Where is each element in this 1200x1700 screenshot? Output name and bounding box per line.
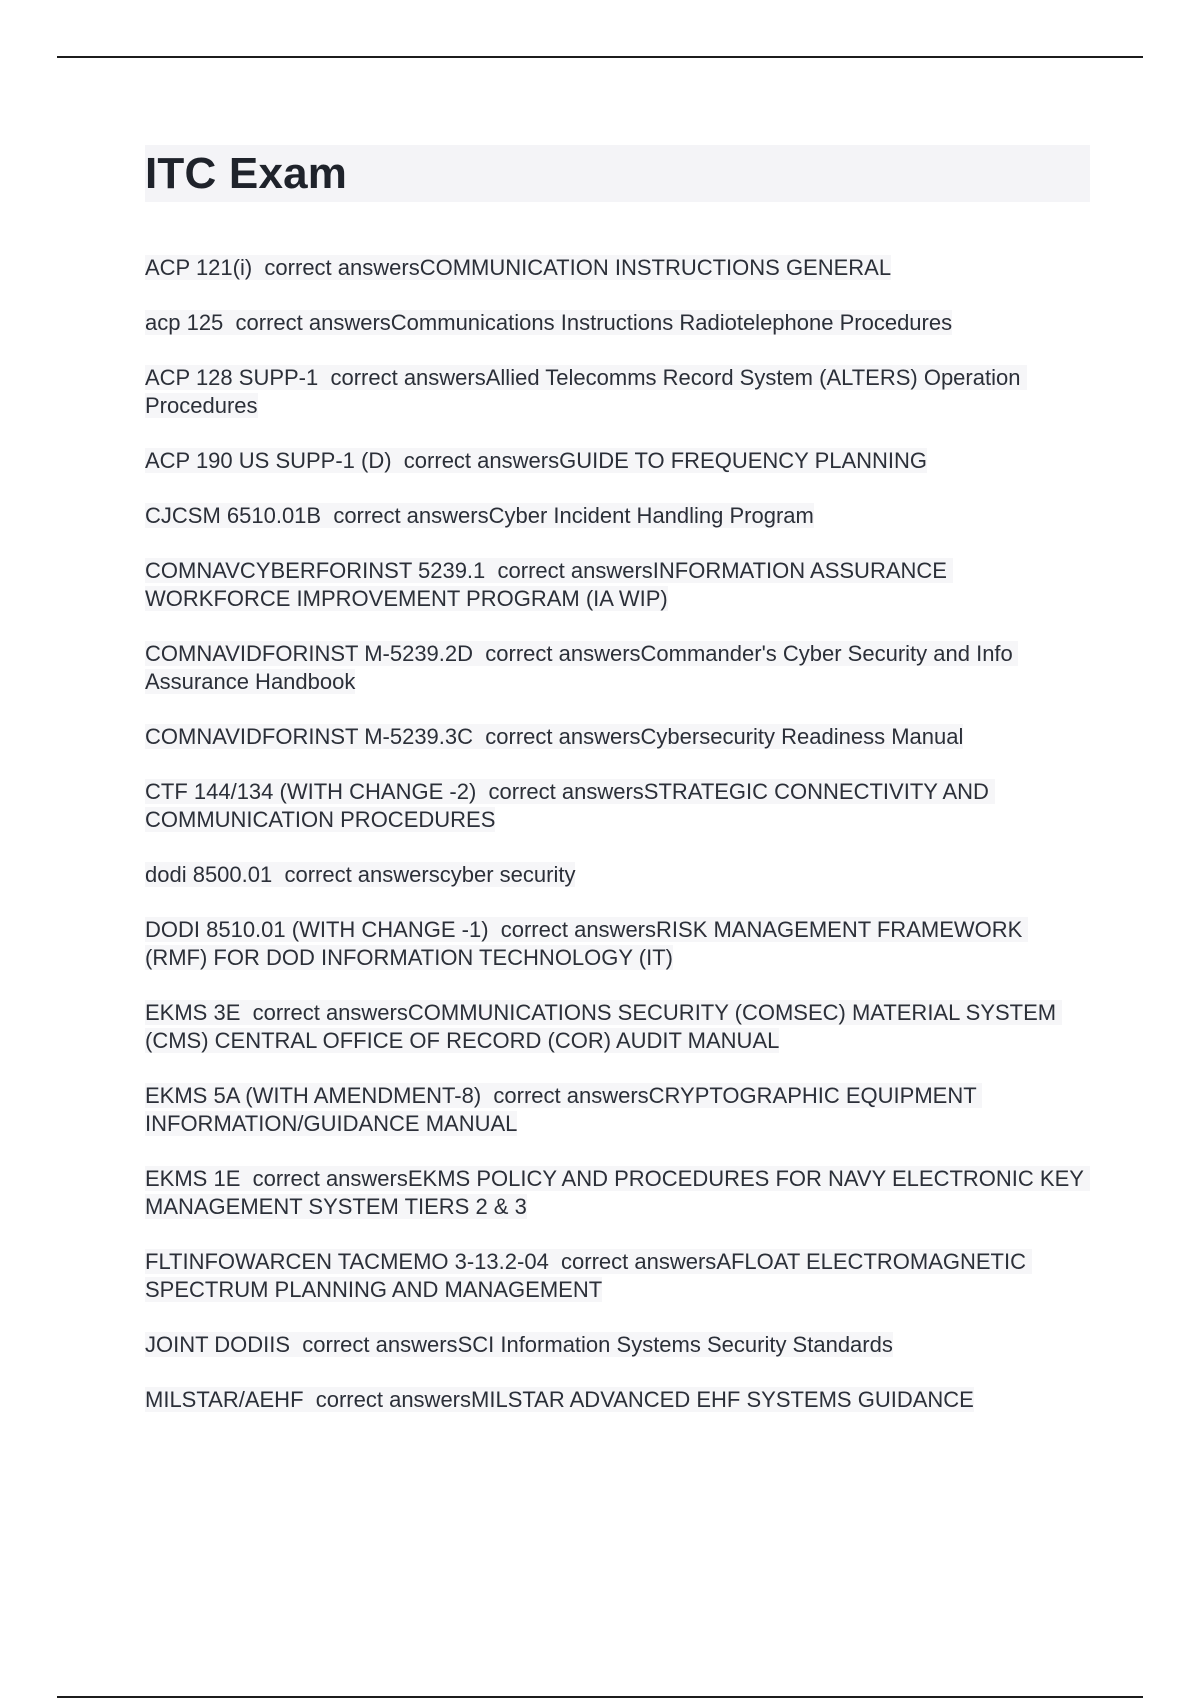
entry-term: ACP 190 US SUPP-1 (D) (145, 448, 392, 473)
list-item (145, 364, 1090, 420)
entry-term: EKMS 5A (WITH AMENDMENT-8) (145, 1083, 482, 1108)
list-item (145, 1082, 1090, 1138)
list-item (145, 723, 1090, 751)
entry-separator: correct answers (473, 641, 641, 666)
entry-separator: correct answers (481, 1083, 649, 1108)
list-item (145, 640, 1090, 696)
entry-definition: STRATEGIC CONNECTIVITY AND COMMUNICATION PROCEDURES (145, 779, 996, 832)
entry-definition: EKMS POLICY AND PROCEDURES FOR NAVY ELECTRONIC KEY MANAGEMENT SYSTEM TIERS 2 & 3 (145, 1166, 1090, 1219)
list-item (145, 502, 1090, 530)
entry-term: MILSTAR/AEHF (145, 1387, 304, 1412)
entry-separator: correct answers (240, 1166, 408, 1191)
entry-separator: correct answers (223, 310, 391, 335)
entry-list (145, 254, 1090, 1414)
entry-definition: RISK MANAGEMENT FRAMEWORK (RMF) FOR DOD INFORMATION TECHNOLOGY (IT) (145, 917, 1029, 970)
bottom-rule (57, 1696, 1143, 1698)
entry-term: ACP 128 SUPP-1 (145, 365, 319, 390)
entry-definition: COMMUNICATIONS SECURITY (COMSEC) MATERIAL SYSTEM (CMS) CENTRAL OFFICE OF RECORD (COR) AUDIT MANUAL (145, 1000, 1063, 1053)
list-item (145, 778, 1090, 834)
list-item (145, 1386, 1090, 1414)
entry-separator: correct answers (318, 365, 486, 390)
entry-definition: Allied Telecomms Record System (ALTERS) Operation Procedures (145, 365, 1027, 418)
top-rule (57, 56, 1143, 58)
entry-definition: SCI Information Systems Security Standards (457, 1332, 893, 1357)
entry-definition: AFLOAT ELECTROMAGNETIC SPECTRUM PLANNING AND MANAGEMENT (145, 1249, 1033, 1302)
entry-definition: Cyber Incident Handling Program (488, 503, 814, 528)
list-item (145, 916, 1090, 972)
entry-separator: correct answers (476, 779, 644, 804)
entry-separator: correct answers (473, 724, 641, 749)
entry-separator: correct answers (488, 917, 657, 942)
entry-definition: MILSTAR ADVANCED EHF SYSTEMS GUIDANCE (471, 1387, 974, 1412)
entry-definition: Cybersecurity Readiness Manual (640, 724, 964, 749)
list-item (145, 309, 1090, 337)
list-item (145, 447, 1090, 475)
list-item (145, 557, 1090, 613)
entry-separator: correct answers (240, 1000, 408, 1025)
entry-term: DODI 8510.01 (WITH CHANGE -1) (145, 917, 489, 942)
list-item (145, 254, 1090, 282)
list-item (145, 861, 1090, 889)
entry-term: COMNAVCYBERFORINST 5239.1 (145, 558, 486, 583)
entry-separator: correct answers (252, 255, 420, 280)
entry-term: COMNAVIDFORINST M-5239.3C (145, 724, 474, 749)
entry-term: JOINT DODIIS (145, 1332, 291, 1357)
list-item (145, 1165, 1090, 1221)
entry-definition: Communications Instructions Radiotelephone Procedures (390, 310, 953, 335)
list-item (145, 1331, 1090, 1359)
entry-separator: correct answers (485, 558, 653, 583)
entry-term: dodi 8500.01 (145, 862, 273, 887)
entry-term: ACP 121(i) (145, 255, 253, 280)
list-item (145, 999, 1090, 1055)
entry-term: FLTINFOWARCEN TACMEMO 3-13.2-04 (145, 1249, 549, 1274)
entry-term: acp 125 (145, 310, 224, 335)
entry-term: COMNAVIDFORINST M-5239.2D (145, 641, 474, 666)
entry-separator: correct answers (321, 503, 489, 528)
entry-definition: CRYPTOGRAPHIC EQUIPMENT INFORMATION/GUIDANCE MANUAL (145, 1083, 983, 1136)
entry-term: CJCSM 6510.01B (145, 503, 322, 528)
list-item (145, 1248, 1090, 1304)
entry-term: EKMS 1E (145, 1166, 241, 1191)
title-bar (145, 145, 1090, 202)
page-title: ITC Exam (145, 148, 348, 198)
entry-definition: cyber security (439, 862, 576, 887)
entry-definition: GUIDE TO FREQUENCY PLANNING (559, 448, 928, 473)
entry-term: CTF 144/134 (WITH CHANGE -2) (145, 779, 477, 804)
entry-definition: COMMUNICATION INSTRUCTIONS GENERAL (419, 255, 892, 280)
entry-separator: correct answers (290, 1332, 458, 1357)
entry-separator: correct answers (548, 1249, 717, 1274)
entry-separator: correct answers (391, 448, 560, 473)
entry-definition: Commander's Cyber Security and Info Assurance Handbook (145, 641, 1018, 694)
entry-separator: correct answers (303, 1387, 472, 1412)
entry-separator: correct answers (272, 862, 440, 887)
document-body (145, 145, 1090, 1441)
entry-definition: INFORMATION ASSURANCE WORKFORCE IMPROVEMENT PROGRAM (IA WIP) (145, 558, 954, 611)
entry-term: EKMS 3E (145, 1000, 241, 1025)
